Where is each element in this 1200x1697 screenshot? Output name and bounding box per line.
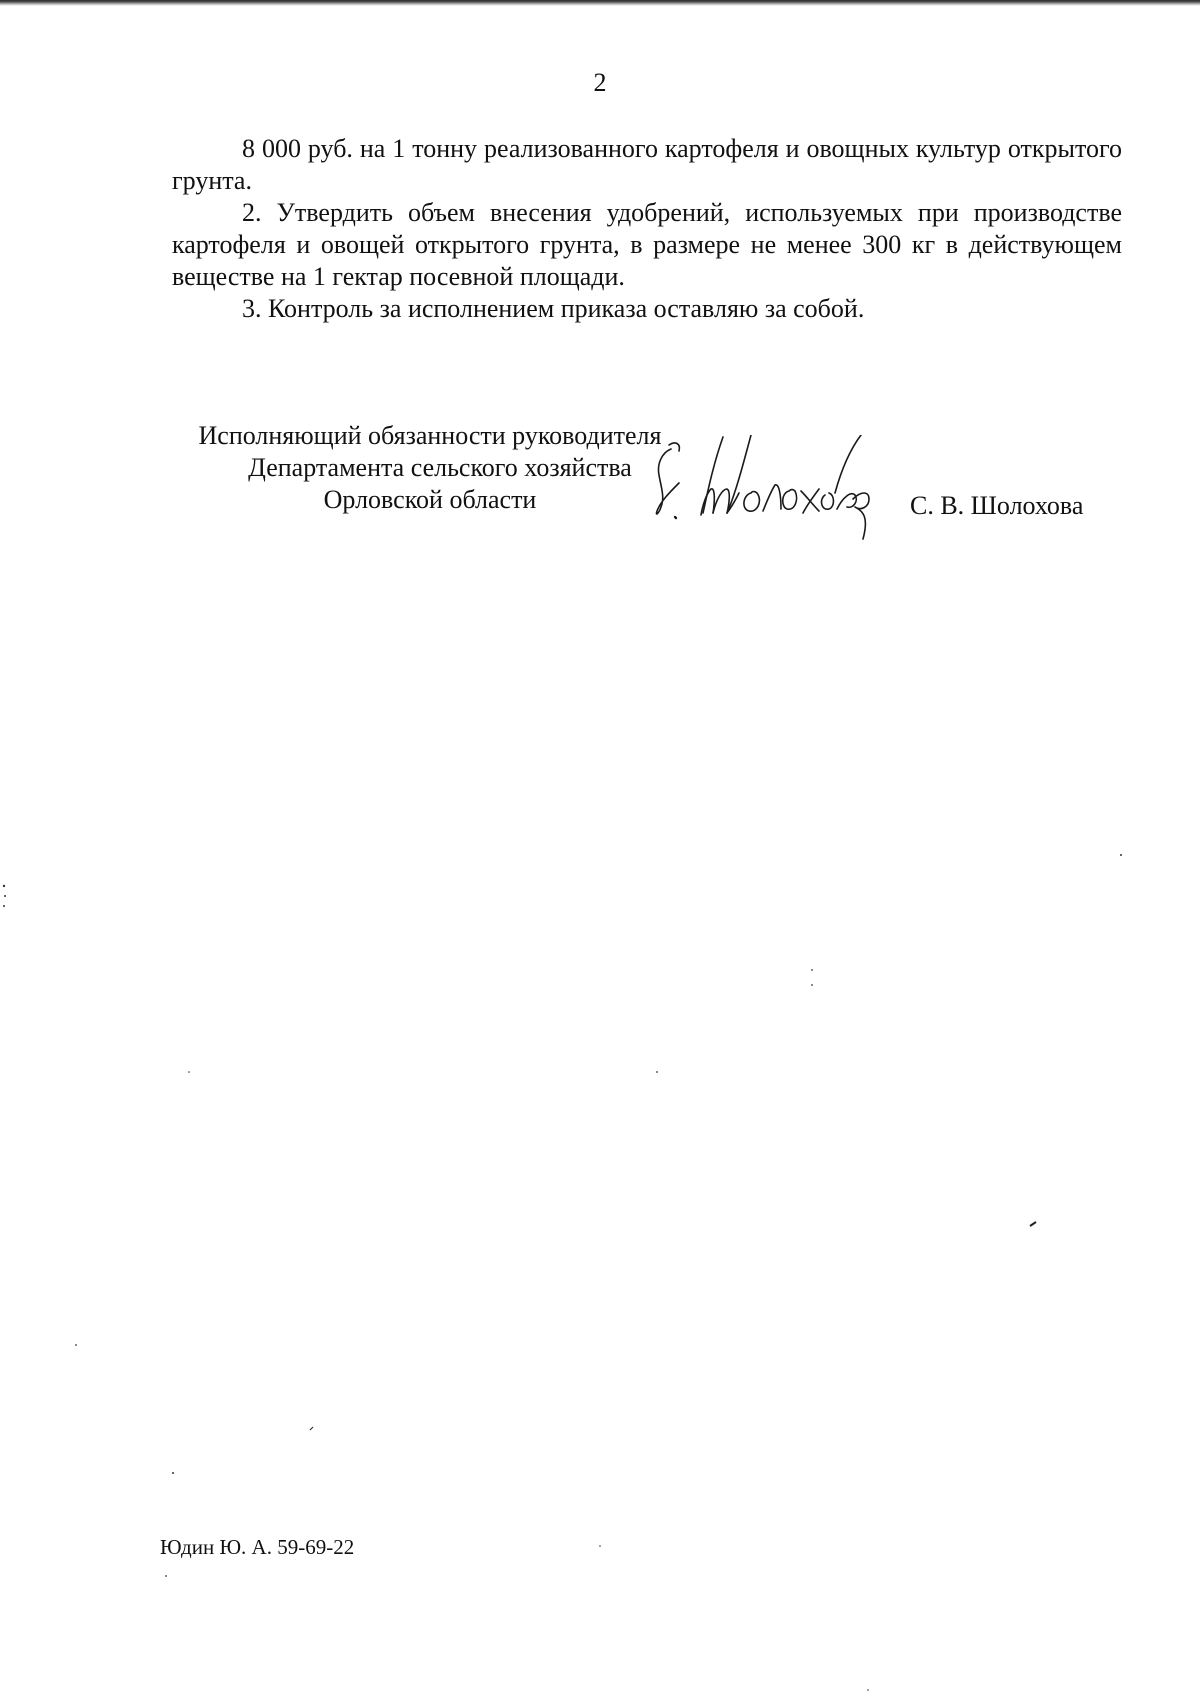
signatory-title-line: Департамента сельского хозяйства [248, 453, 632, 482]
page-number: 2 [593, 68, 607, 97]
paragraph-continuation: 8 000 руб. на 1 тонну реализованного картофеля и овощных культур открытого грунта. [172, 134, 1122, 195]
paragraph-item-2: 2. Утвердить объем внесения удобрений, используемых при производстве картофеля и овощей открытого грунта, в размере не менее 300 кг в действующем веществе на 1 гектар посевной площади. [172, 198, 1122, 291]
document-body [172, 133, 1122, 325]
signer-name: С. В. Шолохова [910, 491, 1084, 520]
handwritten-signature [655, 435, 915, 545]
paragraph-item-3: 3. Контроль за исполнением приказа оставляю за собой. [242, 294, 865, 323]
executor-contact: Юдин Ю. А. 59-69-22 [160, 1535, 355, 1559]
signatory-title-line: Исполняющий обязанности руководителя [198, 421, 662, 450]
signatory-title [150, 420, 710, 516]
signatory-title-line: Орловской области [323, 485, 537, 514]
scan-top-edge [0, 0, 1200, 6]
